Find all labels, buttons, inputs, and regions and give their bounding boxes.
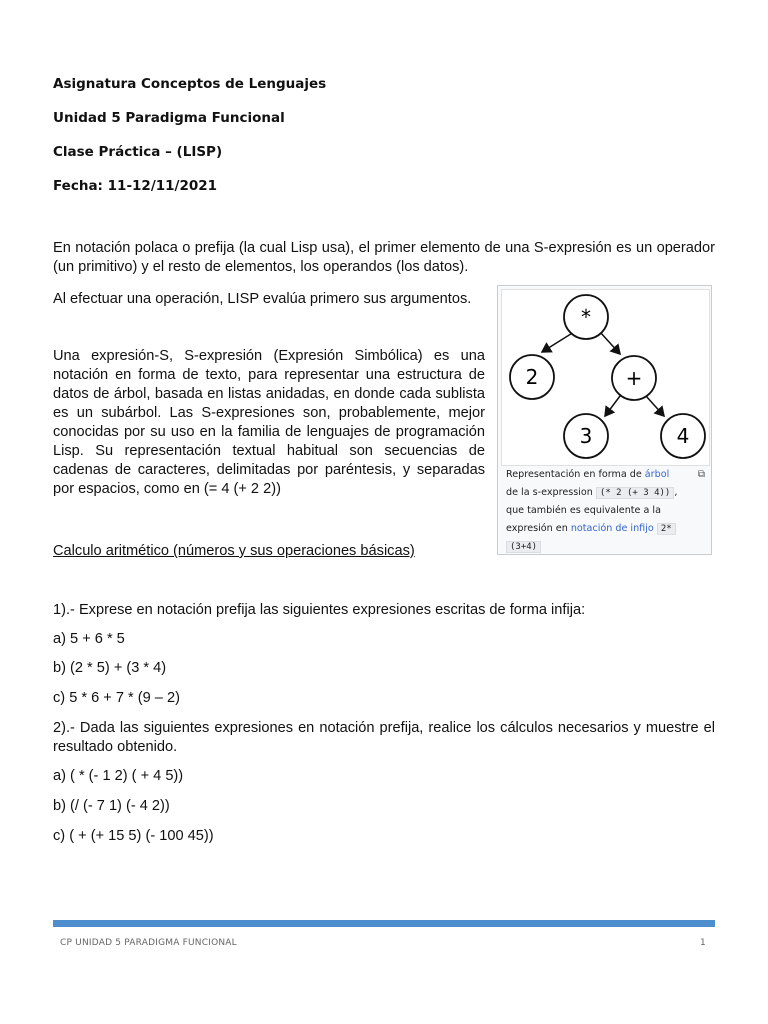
infix-code-a: 2* (657, 523, 676, 535)
date-heading: Fecha: 11-12/11/2021 (53, 178, 218, 194)
expression-tree-svg (502, 290, 709, 465)
enlarge-icon[interactable]: ⧉ (697, 469, 705, 480)
intro-paragraph-1: En notación polaca o prefija (la cual Lisp usa), el primer elemento de una S-expresión es un operador (un primitivo) y el resto de elementos, los operandos (los datos). (53, 240, 715, 275)
question-1-c: c) 5 * 6 + 7 * (9 – 2) (53, 690, 180, 706)
edge-plus-three (605, 396, 620, 416)
question-2-b: b) (/ (- 7 1) (- 4 2)) (53, 798, 170, 814)
question-2-a: a) ( * (- 1 2) ( + 4 5)) (53, 768, 184, 784)
node-right-left-label: 3 (579, 424, 593, 448)
infix-code-b: (3+4) (506, 541, 541, 553)
footer-bar (53, 920, 715, 927)
node-root-label: * (581, 305, 591, 329)
class-heading: Clase Práctica – (LISP) (53, 144, 223, 160)
node-right-right-label: 4 (676, 424, 690, 448)
edge-root-left (542, 332, 574, 352)
tree-diagram (501, 289, 710, 466)
section-title: Calculo aritmético (números y sus operaciones básicas) (53, 543, 415, 559)
question-1-a: a) 5 + 6 * 5 (53, 631, 125, 647)
intro-paragraph-2: Al efectuar una operación, LISP evalúa primero sus argumentos. (53, 291, 472, 307)
question-1-b: b) (2 * 5) + (3 * 4) (53, 660, 167, 676)
unit-heading: Unidad 5 Paradigma Funcional (53, 110, 285, 126)
edge-root-right (600, 332, 620, 354)
tree-link[interactable]: árbol (644, 469, 670, 480)
question-2-c: c) ( + (+ 15 5) (- 100 45)) (53, 828, 214, 844)
footer-text: CP UNIDAD 5 PARADIGMA FUNCIONAL (60, 938, 237, 948)
question-1-prompt: 1).- Exprese en notación prefija las siguientes expresiones escritas de forma infija: (53, 602, 586, 618)
subject-heading: Asignatura Conceptos de Lenguajes (53, 76, 327, 92)
intro-paragraph-3: Una expresión-S, S-expresión (Expresión Simbólica) es una notación en forma de texto, para representar una estructura de datos de árbol, basada en listas anidadas, en donde cada sublista es un subárbol. Las S-expresiones son, probablemente, mejor conocidas por su uso en la familia de lenguajes de programación Lisp. Su representación textual habitual son secuencias de cadenas de caracteres, delimitadas por paréntesis, y separadas por espacios, como en (= 4 (+ 2 2)) (53, 348, 485, 497)
question-2-prompt: 2).- Dada las siguientes expresiones en notación prefija, realice los cálculos necesarios y muestre el resultado obtenido. (53, 720, 715, 755)
sexpr-code: (* 2 (+ 3 4)) (596, 487, 674, 499)
node-left-label: 2 (525, 365, 539, 389)
infix-link[interactable]: notación de infijo (570, 523, 654, 534)
edge-plus-four (646, 396, 664, 416)
node-right-label: + (625, 366, 643, 390)
page-number: 1 (700, 938, 706, 948)
tree-figure (497, 285, 712, 555)
figure-caption: Representación en forma de árbol de la s-expression (* 2 (+ 3 4)) , que también es equivalente a la expresión en notación de infijo 2* (3+4) (506, 469, 678, 552)
